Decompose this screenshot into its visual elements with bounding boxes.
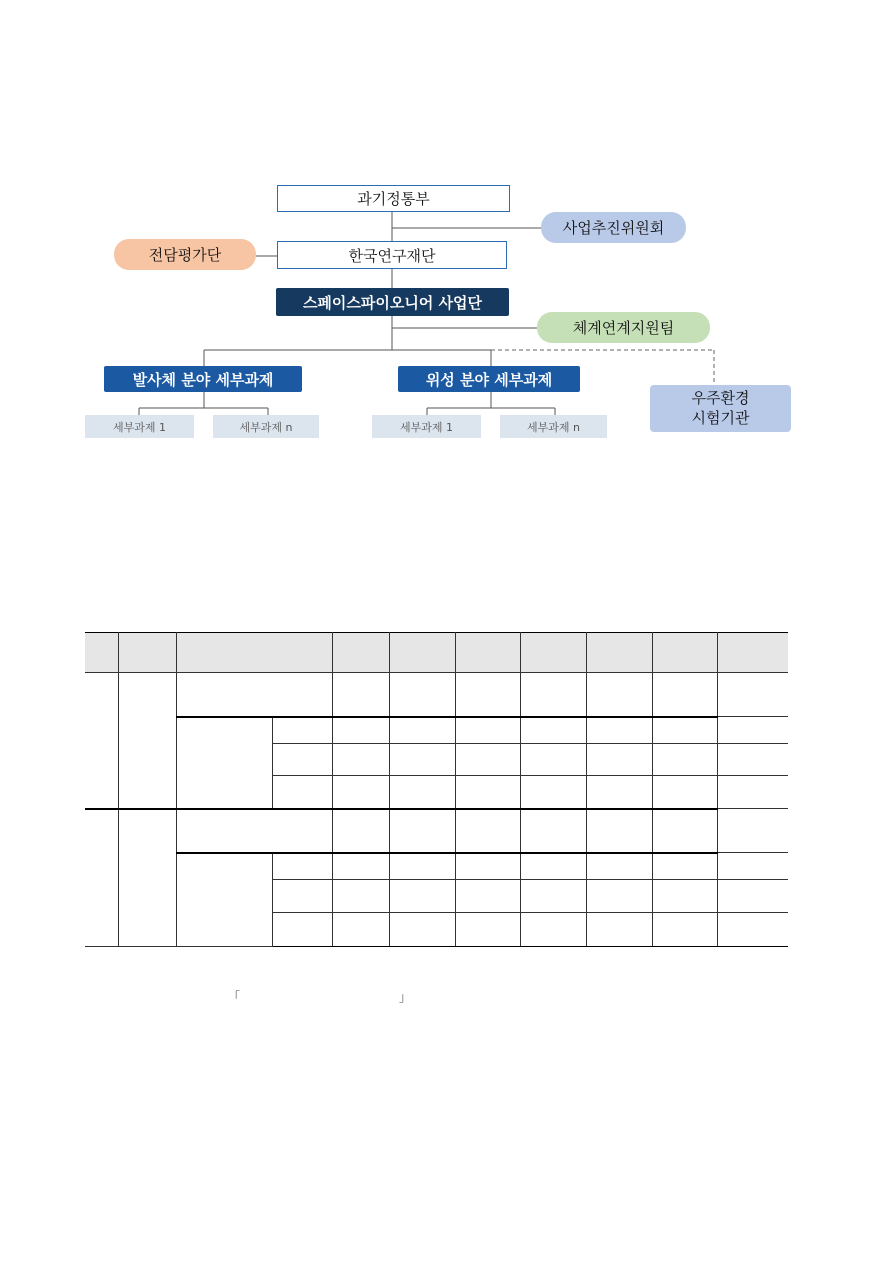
table-cell	[176, 809, 332, 853]
table-cell	[652, 853, 717, 880]
committee-box	[541, 212, 686, 243]
table-cell	[520, 880, 586, 913]
table-cell	[520, 853, 586, 880]
evaluation-team-box	[114, 239, 256, 270]
table-cell	[85, 673, 118, 809]
table-cell	[389, 673, 455, 717]
table-cell	[272, 880, 332, 913]
program-office-box	[276, 288, 509, 316]
table-cell	[652, 880, 717, 913]
table-cell	[717, 744, 788, 776]
header-cell	[520, 633, 586, 673]
header-cell	[586, 633, 652, 673]
table-cell	[332, 809, 389, 853]
header-cell	[717, 633, 788, 673]
table-cell	[455, 913, 520, 947]
table-cell	[717, 673, 788, 717]
table-cell	[332, 717, 389, 744]
table-cell	[389, 717, 455, 744]
table-cell	[332, 913, 389, 947]
table-cell	[272, 717, 332, 744]
table-cell	[586, 853, 652, 880]
table-cell	[389, 744, 455, 776]
table-cell	[717, 809, 788, 853]
table-cell	[652, 776, 717, 809]
header-cell	[85, 633, 118, 673]
footnote-open-bracket: 「	[228, 990, 241, 1004]
table-cell	[118, 673, 176, 809]
test-agency-label: 우주환경 시험기관	[691, 389, 750, 427]
table-cell	[389, 776, 455, 809]
header-cell	[118, 633, 176, 673]
program-office-label: 스페이스파이오니어 사업단	[302, 293, 483, 312]
table-cell	[332, 673, 389, 717]
table-cell	[118, 809, 176, 947]
table-cell	[586, 809, 652, 853]
table-cell	[717, 776, 788, 809]
evaluation-team-label: 전담평가단	[148, 246, 222, 264]
table-cell	[652, 717, 717, 744]
satellite-field-label: 위성 분야 세부과제	[425, 370, 553, 389]
table-row	[85, 809, 788, 853]
header-cell	[455, 633, 520, 673]
table-cell	[652, 744, 717, 776]
agency-box	[277, 241, 507, 269]
table-cell	[389, 913, 455, 947]
footnote-close-bracket: 」	[399, 990, 412, 1004]
table-cell	[586, 880, 652, 913]
ministry-label: 과기정통부	[357, 190, 430, 208]
committee-label: 사업추진위원회	[562, 219, 665, 237]
table-cell	[272, 744, 332, 776]
table-cell	[455, 853, 520, 880]
table-cell	[389, 809, 455, 853]
test-agency-box	[650, 385, 791, 432]
launch-field-label: 발사체 분야 세부과제	[132, 370, 274, 389]
table-cell	[520, 776, 586, 809]
table-cell	[717, 717, 788, 744]
table-cell	[586, 776, 652, 809]
satellite-task-1-box	[372, 415, 481, 438]
satellite-task-1-label: 세부과제 1	[400, 420, 453, 434]
support-team-box	[537, 312, 710, 343]
table-row	[85, 717, 788, 744]
table-cell	[176, 717, 272, 809]
ministry-box	[277, 185, 510, 212]
table-cell	[586, 717, 652, 744]
table-cell	[520, 744, 586, 776]
agency-label: 한국연구재단	[348, 246, 436, 265]
table-cell	[332, 880, 389, 913]
table-cell	[455, 673, 520, 717]
table-cell	[586, 913, 652, 947]
table-cell	[455, 744, 520, 776]
table-cell	[176, 673, 332, 717]
table-cell	[389, 880, 455, 913]
launch-task-n-box	[213, 415, 319, 438]
table-header-row	[85, 633, 788, 673]
support-team-label: 체계연계지원팀	[572, 319, 675, 337]
table-cell	[85, 809, 118, 947]
table-cell	[652, 913, 717, 947]
table-cell	[520, 913, 586, 947]
satellite-task-n-label: 세부과제 n	[527, 420, 580, 434]
budget-table	[85, 632, 788, 947]
header-cell	[389, 633, 455, 673]
table-cell	[272, 913, 332, 947]
table-cell	[717, 853, 788, 880]
table-cell	[586, 673, 652, 717]
table-cell	[717, 913, 788, 947]
table-cell	[176, 853, 272, 947]
table-cell	[455, 880, 520, 913]
table-cell	[520, 809, 586, 853]
table-cell	[652, 673, 717, 717]
table-cell	[272, 776, 332, 809]
table-row	[85, 673, 788, 717]
launch-task-n-label: 세부과제 n	[239, 420, 293, 434]
table-cell	[520, 673, 586, 717]
table-cell	[332, 853, 389, 880]
table-cell	[389, 853, 455, 880]
header-cell	[652, 633, 717, 673]
table-cell	[520, 717, 586, 744]
satellite-field-box	[398, 366, 580, 392]
table-cell	[586, 744, 652, 776]
satellite-task-n-box	[500, 415, 607, 438]
table-cell	[455, 809, 520, 853]
launch-task-1-label: 세부과제 1	[113, 420, 166, 434]
table-cell	[717, 880, 788, 913]
table-cell	[272, 853, 332, 880]
launch-field-box	[104, 366, 302, 392]
header-cell	[332, 633, 389, 673]
table-cell	[332, 776, 389, 809]
table-row	[85, 853, 788, 880]
table-cell	[455, 717, 520, 744]
header-cell	[176, 633, 332, 673]
table-cell	[652, 809, 717, 853]
table-cell	[332, 744, 389, 776]
launch-task-1-box	[85, 415, 194, 438]
table-cell	[455, 776, 520, 809]
